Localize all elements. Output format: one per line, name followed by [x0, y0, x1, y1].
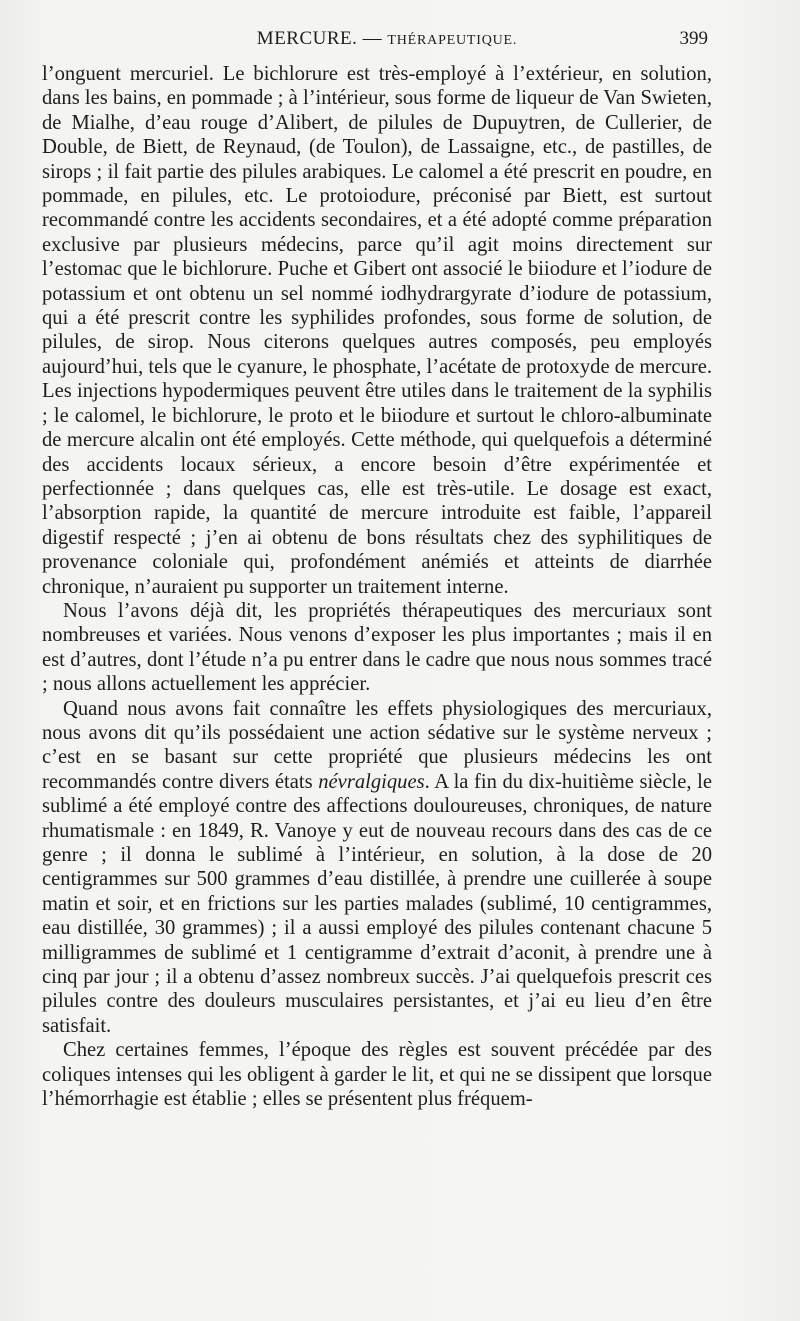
- paragraph-2: [42, 599, 712, 697]
- page-header: [62, 28, 712, 58]
- paragraph-1: [42, 62, 712, 599]
- paragraph-3: [42, 697, 712, 1039]
- paragraph-1-text: l’onguent mercuriel. Le bichlorure est très-employé à l’extérieur, en solution, dans les bains, en pommade ; à l’intérieur, sous forme de liqueur de Van Swieten, de Mialhe, d’eau rouge d’Alibert, de pilules de Dupuytren, de Cullerier, de Double, de Biett, de Reynaud, (de Toulon), de Lassaigne, etc., de pastilles, de sirops ; il fait partie des pilules arabiques. Le calomel a été prescrit en poudre, en pommade, en pilules, etc. Le protoiodure, préconisé par Biett, est surtout recommandé contre les accidents secondaires, et a été adopté comme préparation exclusive par plusieurs médecins, parce qu’il agit moins directement sur l’estomac que le bichlorure. Puche et Gibert ont associé le biiodure et l’iodure de potassium et ont obtenu un sel nommé iodhydrargyrate d’iodure de potassium, qui a été prescrit contre les syphilides profondes, sous forme de solution, de pilules, de sirop. Nous citerons quelques autres composés, peu employés aujourd’hui, tels que le cyanure, le phosphate, l’acétate de protoxyde de mercure. Les injections hypodermiques peuvent être utiles dans le traitement de la syphilis ; le calomel, le bichlorure, le proto et le biiodure et surtout le chloro-albuminate de mercure alcalin ont été employés. Cette méthode, qui quelquefois a déterminé des accidents locaux sérieux, a encore besoin d’être expérimentée et perfectionnée ; dans quelques cas, elle est très-utile. Le dosage est exact, l’absorption rapide, la quantité de mercure introduite est faible, l’appareil digestif respecté ; j’en ai obtenu de bons résultats chez des syphilitiques de provenance coloniale qui, profondément anémiés et atteints de diarrhée chronique, n’auraient pu supporter un traitement interne.: [42, 63, 712, 598]
- paragraph-3-text-end: . A la fin du dix-huitième siècle, le sublimé a été employé contre des affections douloureuses, chroniques, de nature rhumatismale : en 1849, R. Vanoye y eut de nouveau recours dans des cas de ce genre ; il donna le sublimé à l’intérieur, en solution, à la dose de 20 centigrammes sur 500 grammes d’eau distillée, à prendre une cuillerée à soupe matin et soir, et en frictions sur les parties malades (sublimé, 10 centigrammes, eau distillée, 30 grammes) ; il a aussi employé des pilules contenant chacune 5 milligrammes de sublimé et 1 centigramme d’extrait d’aconit, à prendre une à cinq par jour ; il a obtenu d’assez nombreux succès. J’ai quelquefois prescrit ces pilules contre des douleurs musculaires persistantes, et j’ai eu lieu d’en être satisfait.: [42, 770, 712, 1037]
- page-number: 399: [679, 28, 708, 49]
- running-title-sub: THÉRAPEUTIQUE.: [387, 33, 518, 48]
- running-title: [62, 28, 712, 50]
- body-text: [42, 62, 712, 1111]
- paragraph-4: [42, 1038, 712, 1111]
- running-title-main: MERCURE.: [256, 28, 358, 49]
- paragraph-2-text: Nous l’avons déjà dit, les propriétés thérapeutiques des mercuriaux sont nombreuses et variées. Nous venons d’exposer les plus importantes ; mais il en est d’autres, dont l’étude n’a pu entrer dans le cadre que nous nous sommes tracé ; nous allons actuellement les apprécier.: [42, 599, 712, 696]
- paragraph-3-text-start: Quand nous avons fait connaître les effets physiologiques des mercuriaux, nous avons dit qu’ils possédaient une action sédative sur le système nerveux ; c’est en se basant sur cette propriété que plusieurs médecins les ont recommandés contre divers états: [42, 697, 712, 793]
- paragraph-4-text: Chez certaines femmes, l’époque des règles est souvent précédée par des coliques intenses qui les obligent à garder le lit, et qui ne se dissipent que lorsque l’hémorrhagie est établie ; elles se présentent plus fréquem-: [42, 1039, 712, 1111]
- running-title-separator: —: [362, 28, 383, 49]
- paragraph-3-emphasis: névralgiques: [318, 770, 425, 793]
